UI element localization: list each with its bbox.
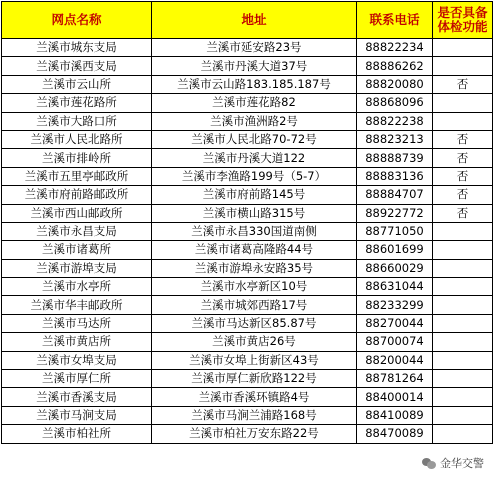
cell-address: 兰溪市女埠上街新区43号 <box>152 351 357 369</box>
cell-phone: 88823213 <box>357 130 433 148</box>
table-body <box>2 39 493 444</box>
cell-exam <box>433 94 493 112</box>
cell-exam <box>433 425 493 443</box>
cell-address: 兰溪市人民北路70-72号 <box>152 130 357 148</box>
table-row <box>2 39 493 57</box>
cell-exam <box>433 388 493 406</box>
cell-phone: 88884707 <box>357 186 433 204</box>
cell-phone: 88922772 <box>357 204 433 222</box>
cell-phone: 88820080 <box>357 75 433 93</box>
cell-phone: 88781264 <box>357 370 433 388</box>
cell-phone: 88270044 <box>357 314 433 332</box>
cell-exam <box>433 296 493 314</box>
cell-name: 兰溪市人民北路所 <box>2 130 152 148</box>
cell-phone: 88631044 <box>357 278 433 296</box>
cell-phone: 88886262 <box>357 57 433 75</box>
cell-phone: 88233299 <box>357 296 433 314</box>
cell-exam: 否 <box>433 204 493 222</box>
cell-address: 兰溪市莲花路82 <box>152 94 357 112</box>
table-row <box>2 57 493 75</box>
cell-phone: 88822234 <box>357 39 433 57</box>
table-row <box>2 406 493 424</box>
cell-name: 兰溪市西山邮政所 <box>2 204 152 222</box>
cell-phone: 88883136 <box>357 167 433 185</box>
cell-name: 兰溪市府前路邮政所 <box>2 186 152 204</box>
cell-address: 兰溪市延安路23号 <box>152 39 357 57</box>
cell-address: 兰溪市柏社万安东路22号 <box>152 425 357 443</box>
table-row <box>2 167 493 185</box>
table-row <box>2 425 493 443</box>
cell-phone: 88888739 <box>357 149 433 167</box>
cell-exam <box>433 406 493 424</box>
cell-name: 兰溪市大路口所 <box>2 112 152 130</box>
cell-name: 兰溪市女埠支局 <box>2 351 152 369</box>
header-exam <box>433 2 493 39</box>
table-row <box>2 149 493 167</box>
table-row <box>2 278 493 296</box>
table-row <box>2 94 493 112</box>
cell-address: 兰溪市马涧兰浦路168号 <box>152 406 357 424</box>
cell-exam <box>433 39 493 57</box>
cell-exam <box>433 222 493 240</box>
header-phone: 联系电话 <box>357 2 433 39</box>
cell-address: 兰溪市诸葛高隆路44号 <box>152 241 357 259</box>
cell-address: 兰溪市云山路183.185.187号 <box>152 75 357 93</box>
cell-exam <box>433 351 493 369</box>
cell-name: 兰溪市溪西支局 <box>2 57 152 75</box>
cell-exam: 否 <box>433 130 493 148</box>
cell-phone: 88822238 <box>357 112 433 130</box>
table-row <box>2 333 493 351</box>
wechat-icon <box>422 457 437 469</box>
cell-address: 兰溪市城郊西路17号 <box>152 296 357 314</box>
cell-name: 兰溪市马达所 <box>2 314 152 332</box>
watermark-text: 金华交警 <box>440 457 484 470</box>
table-row <box>2 259 493 277</box>
cell-address: 兰溪市渔洲路2号 <box>152 112 357 130</box>
cell-exam <box>433 333 493 351</box>
cell-name: 兰溪市马涧支局 <box>2 406 152 424</box>
cell-exam <box>433 112 493 130</box>
post-office-table <box>1 1 493 444</box>
cell-address: 兰溪市黄店26号 <box>152 333 357 351</box>
cell-exam: 否 <box>433 75 493 93</box>
table-row <box>2 370 493 388</box>
cell-name: 兰溪市水亭所 <box>2 278 152 296</box>
cell-phone: 88470089 <box>357 425 433 443</box>
cell-name: 兰溪市香溪支局 <box>2 388 152 406</box>
table-row <box>2 296 493 314</box>
cell-exam <box>433 241 493 259</box>
cell-name: 兰溪市游埠支局 <box>2 259 152 277</box>
cell-name: 兰溪市黄店所 <box>2 333 152 351</box>
table-row <box>2 314 493 332</box>
header-row <box>2 2 493 39</box>
cell-phone: 88868096 <box>357 94 433 112</box>
cell-exam <box>433 314 493 332</box>
cell-address: 兰溪市香溪环镇路4号 <box>152 388 357 406</box>
cell-address: 兰溪市丹溪大道122 <box>152 149 357 167</box>
table-row <box>2 388 493 406</box>
cell-phone: 88601699 <box>357 241 433 259</box>
cell-exam <box>433 57 493 75</box>
cell-address: 兰溪市厚仁新欣路122号 <box>152 370 357 388</box>
cell-name: 兰溪市城东支局 <box>2 39 152 57</box>
cell-name: 兰溪市柏社所 <box>2 425 152 443</box>
header-name: 网点名称 <box>2 2 152 39</box>
cell-phone: 88660029 <box>357 259 433 277</box>
cell-exam: 否 <box>433 149 493 167</box>
cell-address: 兰溪市李渔路199号（5-7） <box>152 167 357 185</box>
table-row <box>2 112 493 130</box>
header-address: 地址 <box>152 2 357 39</box>
table-row <box>2 204 493 222</box>
cell-address: 兰溪市府前路145号 <box>152 186 357 204</box>
cell-phone: 88400014 <box>357 388 433 406</box>
table-row <box>2 222 493 240</box>
cell-name: 兰溪市华丰邮政所 <box>2 296 152 314</box>
cell-address: 兰溪市丹溪大道37号 <box>152 57 357 75</box>
cell-name: 兰溪市厚仁所 <box>2 370 152 388</box>
table-row <box>2 75 493 93</box>
cell-address: 兰溪市水亭新区10号 <box>152 278 357 296</box>
table-row <box>2 241 493 259</box>
table-row <box>2 186 493 204</box>
cell-exam <box>433 370 493 388</box>
cell-phone: 88200044 <box>357 351 433 369</box>
cell-name: 兰溪市排岭所 <box>2 149 152 167</box>
cell-address: 兰溪市游埠永安路35号 <box>152 259 357 277</box>
cell-name: 兰溪市诸葛所 <box>2 241 152 259</box>
watermark <box>422 455 484 471</box>
cell-exam: 否 <box>433 186 493 204</box>
cell-name: 兰溪市五里亭邮政所 <box>2 167 152 185</box>
table-row <box>2 351 493 369</box>
cell-name: 兰溪市永昌支局 <box>2 222 152 240</box>
cell-phone: 88700074 <box>357 333 433 351</box>
table-row <box>2 130 493 148</box>
cell-address: 兰溪市马达新区85.87号 <box>152 314 357 332</box>
header-exam-label: 是否具备体检功能 <box>437 5 488 34</box>
cell-exam: 否 <box>433 167 493 185</box>
cell-phone: 88410089 <box>357 406 433 424</box>
cell-phone: 88771050 <box>357 222 433 240</box>
cell-address: 兰溪市永昌330国道南侧 <box>152 222 357 240</box>
cell-exam <box>433 259 493 277</box>
cell-name: 兰溪市莲花路所 <box>2 94 152 112</box>
cell-name: 兰溪市云山所 <box>2 75 152 93</box>
cell-address: 兰溪市横山路315号 <box>152 204 357 222</box>
cell-exam <box>433 278 493 296</box>
